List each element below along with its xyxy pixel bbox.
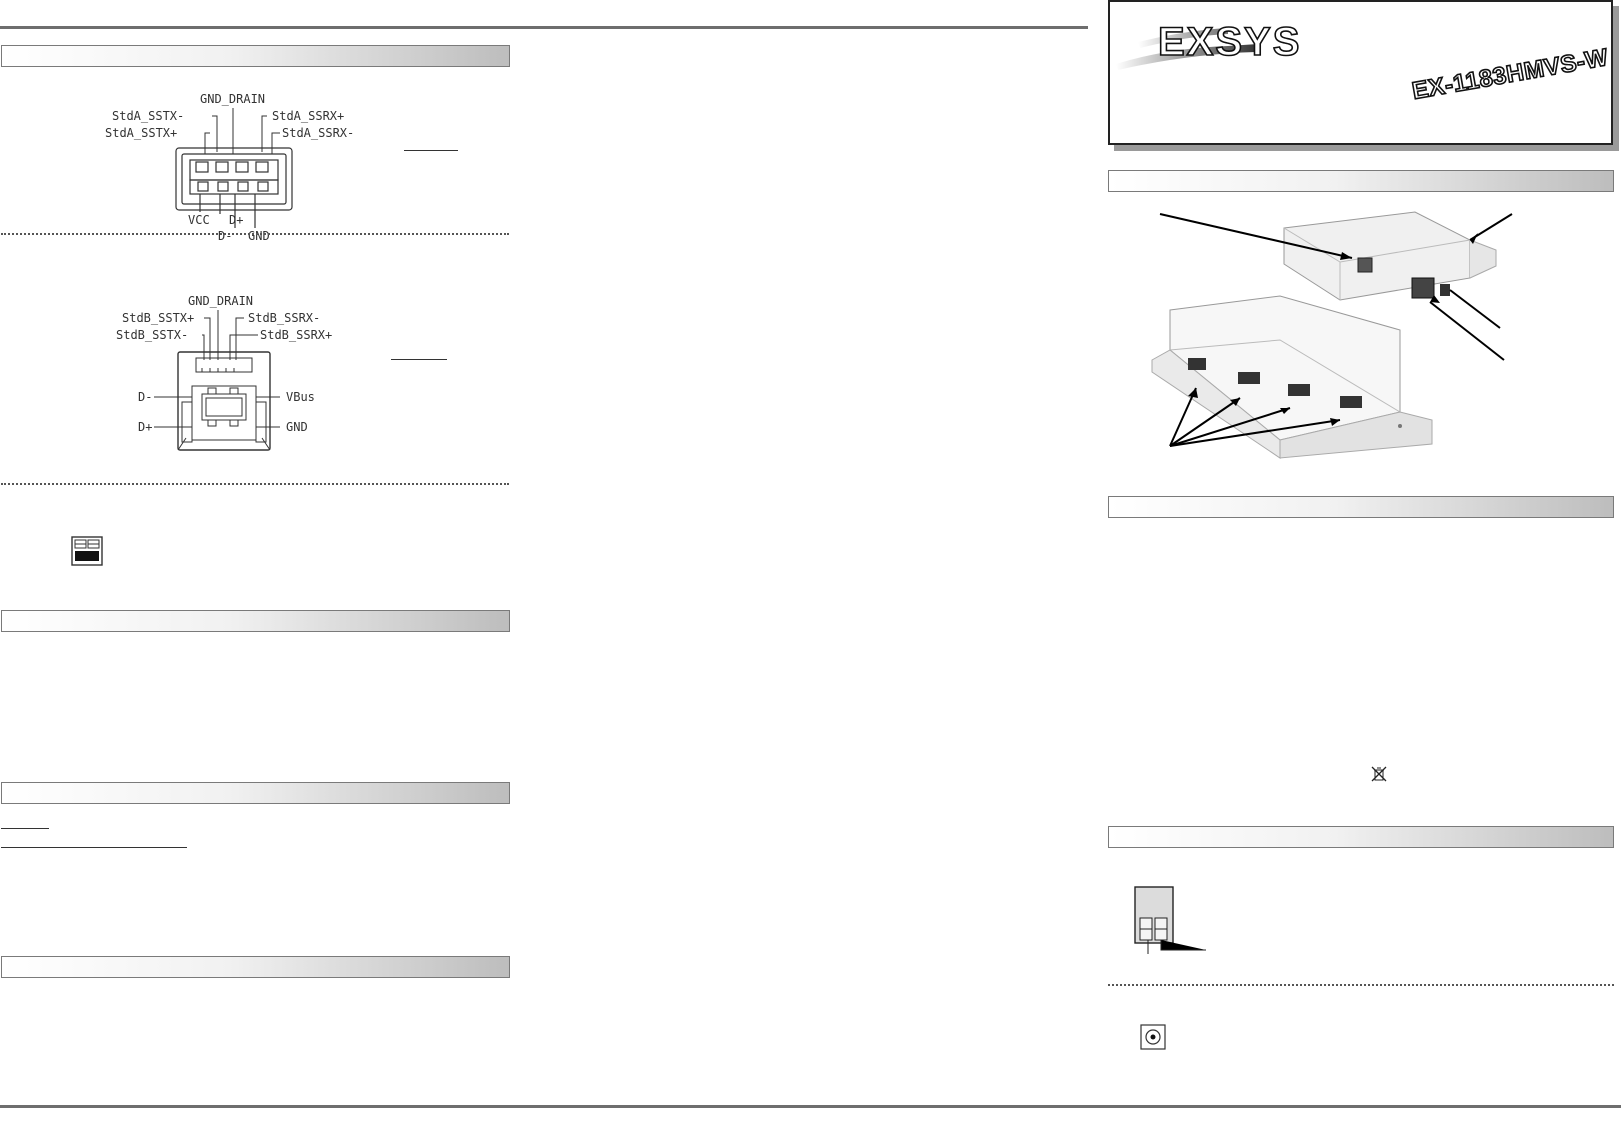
label-underline xyxy=(391,359,447,360)
pin-label: StdA_SSTX- xyxy=(112,109,185,123)
top-rule-left xyxy=(0,26,1088,29)
pin-label: D- xyxy=(218,229,233,243)
section-header xyxy=(1,782,510,804)
exsys-logo xyxy=(1108,0,1378,90)
pin-label: GND_DRAIN xyxy=(188,294,254,308)
section-header xyxy=(1108,826,1614,848)
pin-label: D+ xyxy=(229,213,244,227)
label-underline xyxy=(404,150,458,151)
pin-label: StdB_SSRX+ xyxy=(260,328,333,342)
divider xyxy=(1108,984,1614,986)
terminal-block-diagram xyxy=(1134,886,1214,956)
text-underline xyxy=(1,828,49,829)
section-header xyxy=(1108,496,1614,518)
section-header-connectors xyxy=(1,45,510,67)
pin-label: VBus xyxy=(286,390,315,404)
pin-label: GND xyxy=(286,420,308,434)
dc-jack-icon xyxy=(1140,1024,1166,1050)
pin-label: GND_DRAIN xyxy=(200,92,266,106)
usb-a-pinout-diagram xyxy=(100,88,480,248)
weee-bin-icon xyxy=(1371,766,1387,782)
pin-label: D+ xyxy=(138,420,153,434)
pin-label: StdB_SSTX- xyxy=(116,328,189,342)
divider xyxy=(1,233,509,235)
pin-label: StdB_SSTX+ xyxy=(122,311,195,325)
section-header xyxy=(1,956,510,978)
section-header xyxy=(1,610,510,632)
divider xyxy=(1,483,509,485)
model-number: EX-1183HMVS-W xyxy=(1410,43,1611,106)
logo-text: EXSYS xyxy=(1158,20,1302,64)
connector-icon xyxy=(71,536,103,566)
pin-label: StdA_SSTX+ xyxy=(105,126,178,140)
section-header xyxy=(1108,170,1614,192)
pin-label: VCC xyxy=(188,213,210,227)
usb-b-pinout-diagram xyxy=(116,290,460,470)
bottom-rule xyxy=(0,1105,1621,1108)
pin-label: GND xyxy=(248,229,270,243)
pin-label: StdA_SSRX- xyxy=(282,126,355,140)
pin-label: StdB_SSRX- xyxy=(248,311,321,325)
pin-label: D- xyxy=(138,390,153,404)
product-photo-usb-hub xyxy=(1140,200,1610,480)
text-underline xyxy=(1,847,187,848)
pin-label: StdA_SSRX+ xyxy=(272,109,345,123)
